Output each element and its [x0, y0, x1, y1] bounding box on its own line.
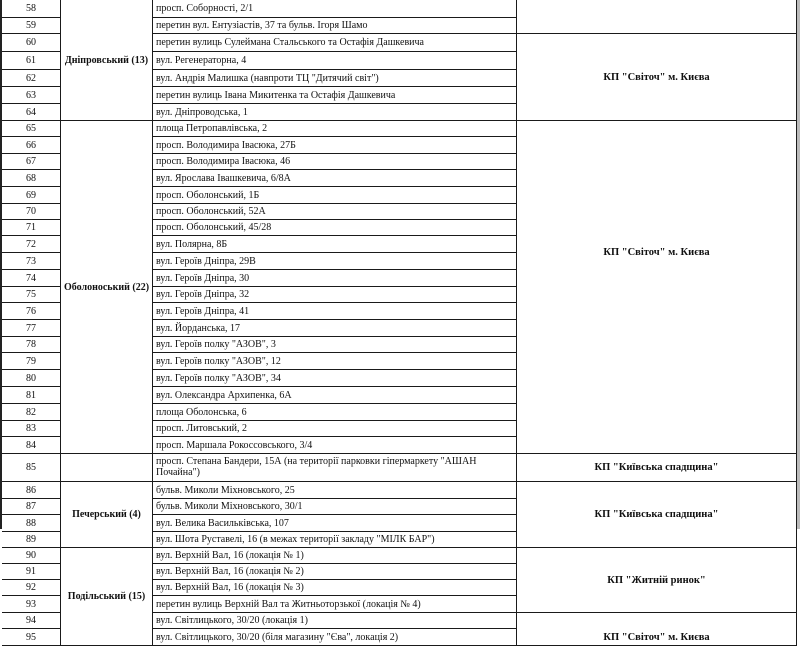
address-cell: перетин вулиць Івана Микитенка та Остафія Дашкевича: [153, 87, 517, 104]
row-number: 88: [2, 515, 61, 532]
row-number: 79: [2, 353, 61, 370]
row-number: 84: [2, 437, 61, 454]
row-number: 81: [2, 387, 61, 404]
row-number: 69: [2, 187, 61, 204]
address-cell: вул. Регенераторна, 4: [153, 52, 517, 70]
district-obol: Оболоноський (22): [61, 121, 153, 454]
row-number: 71: [2, 220, 61, 236]
district-blank: [61, 454, 153, 482]
row-number: 95: [2, 629, 61, 646]
row-number: 64: [2, 104, 61, 121]
row-number: 62: [2, 70, 61, 87]
address-cell: просп. Володимира Івасюка, 27Б: [153, 137, 517, 154]
address-cell: просп. Оболонський, 1Б: [153, 187, 517, 204]
address-cell: вул. Велика Васильківська, 107: [153, 515, 517, 532]
org-spadshchyna-obol: КП "Київська спадщина": [517, 454, 797, 482]
address-cell: вул. Шота Руставелі, 16 (в межах території закладу "МІЛК БАР"): [153, 532, 517, 548]
row-number: 77: [2, 320, 61, 337]
org-spadshchyna-pech: КП "Київська спадщина": [517, 482, 797, 548]
row-number: 60: [2, 34, 61, 52]
row-number: 72: [2, 236, 61, 253]
district-dnipr: Дніпровський (13): [61, 0, 153, 121]
address-cell: перетин вулиць Верхній Вал та Житньоторзької (локація № 4): [153, 596, 517, 613]
address-cell: просп. Степана Бандери, 15А (на території парковки гіпермаркету "АШАН Почайна"): [153, 454, 517, 482]
row-number: 83: [2, 421, 61, 437]
org-blank-top: [517, 0, 797, 34]
address-cell: вул. Світлицького, 30/20 (біля магазину "Єва", локація 2): [153, 629, 517, 646]
address-cell: вул. Героїв полку "АЗОВ", 12: [153, 353, 517, 370]
address-cell: вул. Дніпроводська, 1: [153, 104, 517, 121]
district-podil: Подільський (15): [61, 548, 153, 646]
row-number: 80: [2, 370, 61, 387]
address-cell: вул. Олександра Архипенка, 6А: [153, 387, 517, 404]
address-cell: просп. Оболонський, 52А: [153, 204, 517, 220]
address-cell: вул. Світлицького, 30/20 (локація 1): [153, 613, 517, 629]
row-number: 87: [2, 499, 61, 515]
address-cell: вул. Верхній Вал, 16 (локація № 3): [153, 580, 517, 596]
address-cell: вул. Ярослава Івашкевича, 6/8А: [153, 170, 517, 187]
row-number: 90: [2, 548, 61, 564]
address-cell: вул. Героїв полку "АЗОВ", 3: [153, 337, 517, 353]
table-left-border: [0, 0, 2, 529]
address-cell: вул. Верхній Вал, 16 (локація № 2): [153, 564, 517, 580]
address-cell: просп. Оболонський, 45/28: [153, 220, 517, 236]
row-number: 93: [2, 596, 61, 613]
org-svitoch-podil: КП "Світоч" м. Києва: [517, 613, 797, 646]
address-cell: просп. Володимира Івасюка, 46: [153, 154, 517, 170]
org-svitoch-dnipr: КП "Світоч" м. Києва: [517, 34, 797, 121]
address-cell: вул. Героїв Дніпра, 41: [153, 303, 517, 320]
address-cell: вул. Героїв Дніпра, 29В: [153, 253, 517, 270]
row-number: 70: [2, 204, 61, 220]
row-number: 58: [2, 0, 61, 18]
address-cell: просп. Литовський, 2: [153, 421, 517, 437]
address-cell: вул. Йорданська, 17: [153, 320, 517, 337]
row-number: 76: [2, 303, 61, 320]
org-rynok: КП "Житній ринок": [517, 548, 797, 613]
address-cell: перетин вул. Ентузіастів, 37 та бульв. Ігоря Шамо: [153, 18, 517, 34]
row-number: 92: [2, 580, 61, 596]
row-number: 85: [2, 454, 61, 482]
row-number: 89: [2, 532, 61, 548]
row-number: 61: [2, 52, 61, 70]
address-cell: площа Оболонська, 6: [153, 404, 517, 421]
address-cell: вул. Полярна, 8Б: [153, 236, 517, 253]
row-number: 94: [2, 613, 61, 629]
address-cell: просп. Соборності, 2/1: [153, 0, 517, 18]
row-number: 78: [2, 337, 61, 353]
row-number: 86: [2, 482, 61, 499]
address-cell: площа Петропавлівська, 2: [153, 121, 517, 137]
row-number: 65: [2, 121, 61, 137]
address-cell: вул. Верхній Вал, 16 (локація № 1): [153, 548, 517, 564]
row-number: 75: [2, 287, 61, 303]
row-number: 91: [2, 564, 61, 580]
row-number: 73: [2, 253, 61, 270]
address-cell: бульв. Миколи Міхновського, 25: [153, 482, 517, 499]
address-cell: вул. Героїв Дніпра, 30: [153, 270, 517, 287]
row-number: 82: [2, 404, 61, 421]
address-cell: вул. Андрія Малишка (навпроти ТЦ "Дитячий світ"): [153, 70, 517, 87]
row-number: 68: [2, 170, 61, 187]
row-number: 63: [2, 87, 61, 104]
district-pech: Печерський (4): [61, 482, 153, 548]
row-number: 67: [2, 154, 61, 170]
address-cell: бульв. Миколи Міхновського, 30/1: [153, 499, 517, 515]
address-cell: перетин вулиць Сулеймана Стальського та Остафія Дашкевича: [153, 34, 517, 52]
row-number: 74: [2, 270, 61, 287]
address-cell: просп. Маршала Рокоссовського, 3/4: [153, 437, 517, 454]
address-cell: вул. Героїв Дніпра, 32: [153, 287, 517, 303]
org-svitoch-obol: КП "Світоч" м. Києва: [517, 121, 797, 454]
row-number: 66: [2, 137, 61, 154]
address-cell: вул. Героїв полку "АЗОВ", 34: [153, 370, 517, 387]
row-number: 59: [2, 18, 61, 34]
